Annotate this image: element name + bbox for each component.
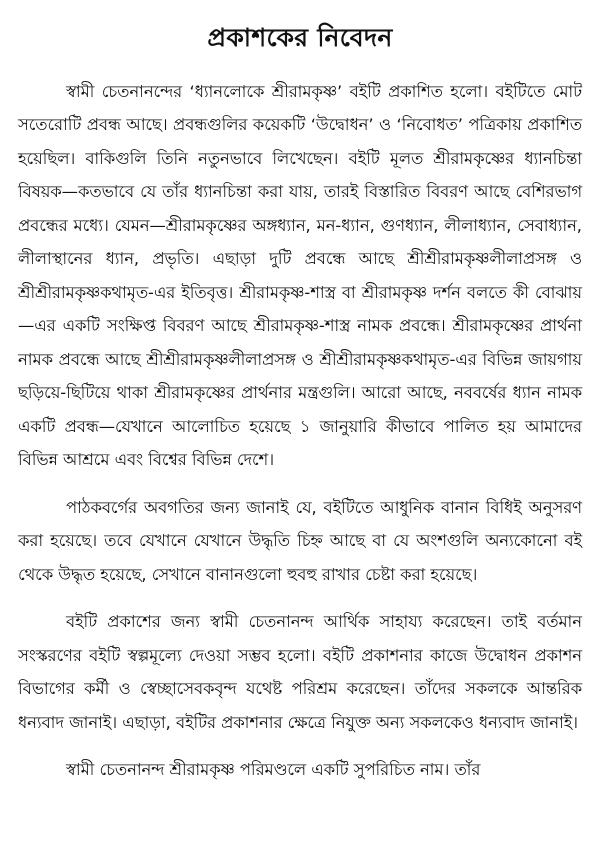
page-title: প্রকাশকের নিবেদন — [207, 23, 393, 52]
paragraph-2: পাঠকবর্গের অবগতির জন্য জানাই যে, বইটিতে আধুনিক বানান বিধিই অনুসরণ করা হয়েছে। তবে যেখানে যেখানে উদ্ধৃতি চিহ্ন আছে বা যে অংশগুলি অন্যকোনো বই থেকে উদ্ধৃত হয়েছে, সেখানে বানানগুলো হুবহু রাখার চেষ্টা করা হয়েছে। — [18, 497, 582, 584]
paragraph-4: স্বামী চেতনানন্দ শ্রীরামকৃষ্ণ পরিমণ্ডলে একটি সুপরিচিত নাম। তাঁর — [66, 760, 481, 779]
paragraph-1: স্বামী চেতনানন্দের ‘ধ্যানলোকে শ্রীরামকৃষ্ণ’ বইটি প্রকাশিত হলো। বইটিতে মোট সতেরোটি প্রবন্ধ আছে। প্রবন্ধগুলির কয়েকটি ‘উদ্বোধন’ ও ‘নিবোধত’ পত্রিকায় প্রকাশিত হয়েছিল। বাকিগুলি তিনি নতুনভাবে লিখেছেন। বইটি মূলত শ্রীরামকৃষ্ণের ধ্যানচিন্তা বিষয়ক—কতভাবে যে তাঁর ধ্যানচিন্তা করা যায়, তারই বিস্তারিত বিবরণ আছে বেশিরভাগ প্রবন্ধের মধ্যে। যেমন—শ্রীরামকৃষ্ণের অঙ্গধ্যান, মন-ধ্যান, গুণধ্যান, লীলাধ্যান, সেবাধ্যান, লীলাস্থানের ধ্যান, প্রভৃতি। এছাড়া দুটি প্রবন্ধে আছে শ্রীশ্রীরামকৃষ্ণলীলাপ্রসঙ্গ ও শ্রীশ্রীরামকৃষ্ণকথামৃত-এর ইতিবৃত্ত। শ্রীরামকৃষ্ণ-শাস্ত্র বা শ্রীরামকৃষ্ণ দর্শন বলতে কী বোঝায়—এর একটি সংক্ষিপ্ত বিবরণ আছে শ্রীরামকৃষ্ণ-শাস্ত্র নামক প্রবন্ধে। শ্রীরামকৃষ্ণের প্রার্থনা নামক প্রবন্ধে আছে শ্রীশ্রীরামকৃষ্ণলীলাপ্রসঙ্গ ও শ্রীশ্রীরামকৃষ্ণকথামৃত-এর বিভিন্ন জায়গায় ছড়িয়ে-ছিটিয়ে থাকা শ্রীরামকৃষ্ণের প্রার্থনার মন্ত্রগুলি। আরো আছে, নববর্ষের ধ্যান নামক একটি প্রবন্ধ—যেখানে আলোচিত হয়েছে ১ জানুয়ারি কীভাবে পালিত হয় আমাদের বিভিন্ন আশ্রমে এবং বিশ্বের বিভিন্ন দেশে। — [18, 81, 583, 469]
paragraph-3: বইটি প্রকাশের জন্য স্বামী চেতনানন্দ আর্থিক সাহায্য করেছেন। তাই বর্তমান সংস্করণের বইটি স্বল্পমূল্যে দেওয়া সম্ভব হলো। বইটি প্রকাশনার কাজে উদ্বোধন প্রকাশন বিভাগের কর্মী ও স্বেচ্ছাসেবকবৃন্দ যথেষ্ট পরিশ্রম করেছেন। তাঁদের সকলকে আন্তরিক ধন্যবাদ জানাই। এছাড়া, বইটির প্রকাশনার ক্ষেত্রে নিযুক্ত অন্য সকলকেও ধন্যবাদ জানাই। — [18, 612, 582, 732]
